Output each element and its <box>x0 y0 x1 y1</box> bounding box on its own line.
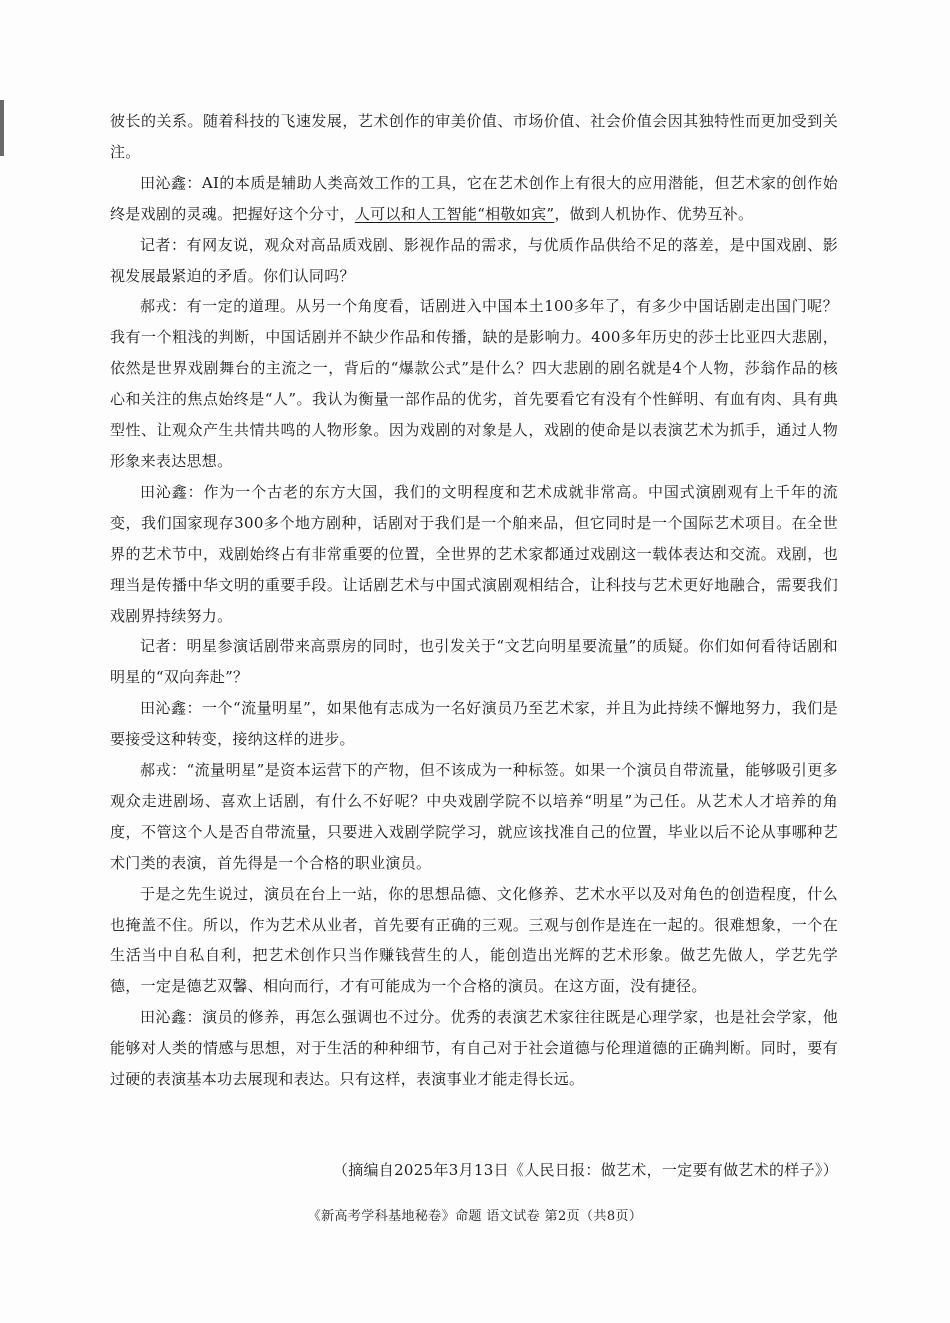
scan-edge-mark <box>0 100 4 156</box>
paragraph-tian-ai-pre: 田沁鑫：AI的本质是辅助人类高效工作的工具，它在艺术创作上有很大的应用潜能，但艺术家的创作始终是戏剧的灵魂。把握好这个分寸， <box>110 173 838 223</box>
paragraph-reporter-question-1: 记者：有网友说，观众对高品质戏剧、影视作品的需求，与优质作品供给不足的落差，是中国戏剧、影视发展最紧迫的矛盾。你们认同吗？ <box>110 235 838 285</box>
article-body <box>110 106 838 1095</box>
paragraph-hao-answer-1: 郝戎：有一定的道理。从另一个角度看，话剧进入中国本土100多年了，有多少中国话剧走出国门呢？我有一个粗浅的判断，中国话剧并不缺少作品和传播，缺的是影响力。400多年历史的莎士比亚四大悲剧，依然是世界戏剧舞台的主流之一，背后的“爆款公式”是什么？四大悲剧的剧名就是4个人物，莎翁作品的核心和关注的焦点始终是“人”。我认为衡量一部作品的优劣，首先要看它有没有个性鲜明、有血有肉、具有典型性、让观众产生共情共鸣的人物形象。因为戏剧的对象是人，戏剧的使命是以表演艺术为抓手，通过人物形象来表达思想。 <box>110 297 838 470</box>
paragraph-continued: 彼长的关系。随着科技的飞速发展，艺术创作的审美价值、市场价值、社会价值会因其独特性而更加受到关注。 <box>110 112 838 161</box>
paragraph-tian-answer-3: 田沁鑫：演员的修养，再怎么强调也不过分。优秀的表演艺术家往往既是心理学家，也是社会学家，他能够对人类的情感与思想，对于生活的种种细节，有自己对于社会道德与伦理道德的正确判断。同时，要有过硬的表演基本功去展现和表达。只有这样，表演事业才能走得长远。 <box>110 1008 838 1089</box>
paragraph-tian-ai <box>110 168 838 230</box>
paragraph-tian-answer-1: 田沁鑫：作为一个古老的东方大国，我们的文明程度和艺术成就非常高。中国式演剧观有上千年的流变，我们国家现存300多个地方剧种，话剧对于我们是一个舶来品，但它同时是一个国际艺术项目。在全世界的艺术节中，戏剧始终占有非常重要的位置，全世界的艺术家都通过戏剧这一载体表达和交流。戏剧，也理当是传播中华文明的重要手段。让话剧艺术与中国式演剧观相结合，让科技与艺术更好地融合，需要我们戏剧界持续努力。 <box>110 482 838 625</box>
page-footer: 《新高考学科基地秘卷》命题 语文试卷 第2页（共8页） <box>307 1209 643 1224</box>
paragraph-tian-ai-post: ，做到人机协作、优势互补。 <box>554 204 754 223</box>
paragraph-hao-answer-2: 郝戎：“流量明星”是资本运营下的产物，但不该成为一种标签。如果一个演员自带流量，能够吸引更多观众走进剧场、喜欢上话剧，有什么不好呢？中央戏剧学院不以培养“明星”为己任。从艺术人才培养的角度，不管这个人是否自带流量，只要进入戏剧学院学习，就应该找准自己的位置，毕业以后不论从事哪种艺术门类的表演，首先得是一个合格的职业演员。 <box>110 761 838 872</box>
source-note: （摘编自2025年3月13日《人民日报：做艺术，一定要有做艺术的样子》） <box>332 1161 838 1179</box>
paragraph-hao-answer-2-cont: 于是之先生说过，演员在台上一站，你的思想品德、文化修养、艺术水平以及对角色的创造程度，什么也掩盖不住。所以，作为艺术从业者，首先要有正确的三观。三观与创作是连在一起的。很难想象，一个在生活当中自私自利，把艺术创作只当作赚钱营生的人，能创造出光辉的艺术形象。做艺先做人，学艺先学德，一定是德艺双馨、相向而行，才有可能成为一个合格的演员。在这方面，没有捷径。 <box>110 884 838 996</box>
underlined-phrase: 人可以和人工智能“相敬如宾” <box>354 204 555 223</box>
paragraph-tian-answer-2: 田沁鑫：一个“流量明星”，如果他有志成为一名好演员乃至艺术家，并且为此持续不懈地努力，我们是要接受这种转变，接纳这样的进步。 <box>110 699 838 749</box>
paragraph-reporter-question-2: 记者：明星参演话剧带来高票房的同时，也引发关于“文艺向明星要流量”的质疑。你们如何看待话剧和明星的“双向奔赴”？ <box>110 637 838 687</box>
